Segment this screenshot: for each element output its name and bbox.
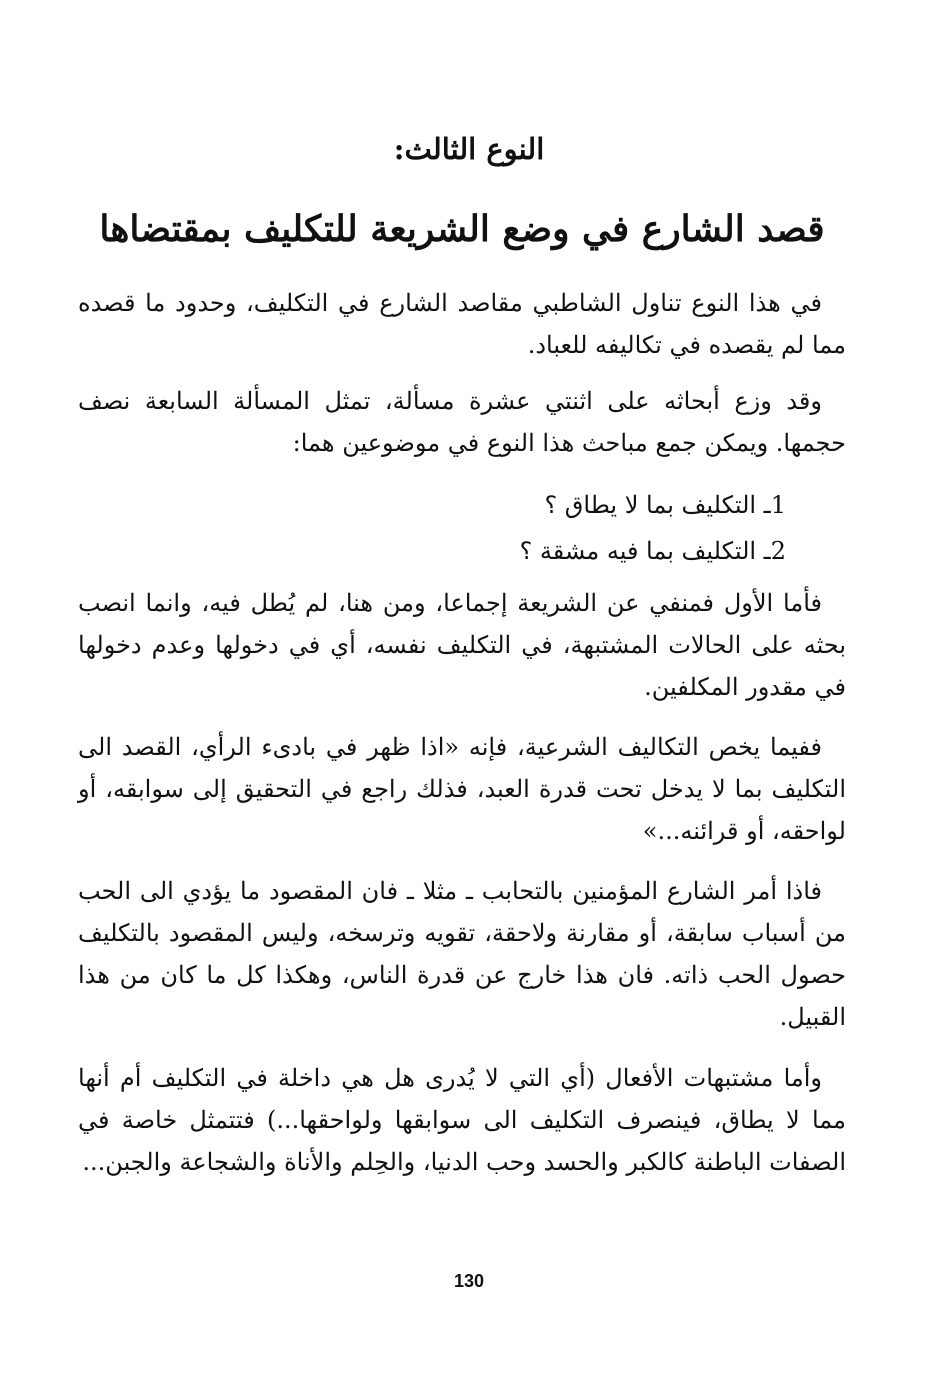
paragraph-distribution: وقد وزع أبحاثه على اثنتي عشرة مسألة، تمثل المسألة السابعة نصف حجمها. ويمكن جمع مباحث هذا النوع في موضوعين هما: — [78, 387, 846, 457]
section-label: النوع الثالث: — [393, 132, 545, 166]
topics-list — [78, 482, 846, 574]
paragraph-quote: ففيما يخص التكاليف الشرعية، فإنه «اذا ظهر في بادىء الرأي، القصد الى التكليف بما لا يدخل تحت قدرة العبد، فذلك راجع في التحقيق إلى سوابقه، أو لواحقه، أو قرائنه...» — [78, 733, 846, 845]
paragraph-intro: في هذا النوع تناول الشاطبي مقاصد الشارع في التكليف، وحدود ما قصده مما لم يقصده في تكاليفه للعباد. — [78, 289, 846, 359]
list-item: 2ـ التكليف بما فيه مشقة ؟ — [519, 537, 786, 565]
paragraph-first-topic: فأما الأول فمنفي عن الشريعة إجماعا، ومن هنا، لم يُطل فيه، وانما انصب بحثه على الحالات المشتبهة، في التكليف نفسه، أي في دخولها وعدم دخولها في مقدور المكلفين. — [78, 589, 846, 701]
list-item: 1ـ التكليف بما لا يطاق ؟ — [544, 491, 786, 519]
paragraph-inner-traits: وأما مشتبهات الأفعال (أي التي لا يُدرى هل هي داخلة في التكليف أم أنها مما لا يطاق، فينصرف التكليف الى سوابقها ولواحقها...) فتتمثل خاصة في الصفات الباطنة كالكبر والحسد وحب الدنيا، والحِلم والأناة والشجاعة والجبن... — [78, 1064, 846, 1176]
paragraph-example: فاذا أمر الشارع المؤمنين بالتحابب ـ مثلا ـ فان المقصود ما يؤدي الى الحب من أسباب سابقة، أو مقارنة ولاحقة، تقويه وترسخه، وليس المقصود بالتكليف حصول الحب ذاته. فان هذا خارج عن قدرة الناس، وهكذا كل ما كان من هذا القبيل. — [78, 877, 846, 1031]
chapter-title: قصد الشارع في وضع الشريعة للتكليف بمقتضاها — [99, 208, 825, 250]
page-number: 130 — [453, 1271, 485, 1291]
